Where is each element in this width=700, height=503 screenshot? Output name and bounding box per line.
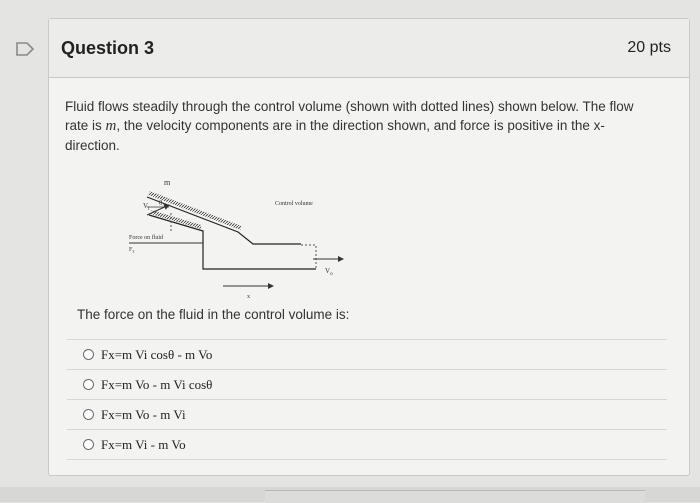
flag-question-icon[interactable] (14, 40, 36, 58)
mass-flow-label: m (164, 178, 171, 187)
question-text-part1: Fluid flows steadily through the control volume (shown with dotted lines) shown below. The flow rate is (65, 99, 634, 133)
radio-button[interactable] (83, 439, 94, 450)
answer-label: Fx=m Vi - m Vo (101, 436, 186, 452)
answer-option-3[interactable] (67, 400, 667, 430)
answer-label: Fx=m Vo - m Vi cosθ (101, 376, 213, 392)
flow-rate-symbol: m (105, 118, 117, 134)
vi-label: $V_i$ (143, 202, 150, 212)
question-title: Question 3 (61, 37, 155, 58)
radio-button[interactable] (83, 349, 94, 360)
control-volume-diagram (73, 169, 353, 299)
question-text (65, 97, 635, 155)
theta-label: θ (159, 199, 163, 207)
question-points: 20 pts (627, 39, 671, 56)
answer-option-1[interactable] (67, 339, 667, 370)
answer-option-2[interactable] (67, 370, 667, 400)
next-question-preview (265, 490, 645, 503)
answer-option-4[interactable] (67, 430, 667, 460)
vo-label: $V_o$ (325, 267, 333, 277)
answer-label: Fx=m Vo - m Vi (101, 406, 186, 422)
force-label: Force on fluid (129, 235, 163, 241)
control-volume-label: Control volume (275, 201, 313, 207)
control-volume-boundary (171, 213, 316, 269)
radio-button[interactable] (83, 409, 94, 420)
question-header (49, 19, 689, 78)
fx-label: $F_x$ (129, 247, 135, 254)
answer-list (67, 339, 667, 460)
question-text-part2: , the velocity components are in the direction shown, and force is positive in the x-direction. (65, 118, 605, 153)
answer-label: Fx=m Vi cosθ - m Vo (101, 346, 213, 362)
question-prompt: The force on the fluid in the control volume is: (77, 307, 350, 322)
x-label: x (247, 294, 250, 299)
radio-button[interactable] (83, 379, 94, 390)
question-card (48, 18, 690, 476)
